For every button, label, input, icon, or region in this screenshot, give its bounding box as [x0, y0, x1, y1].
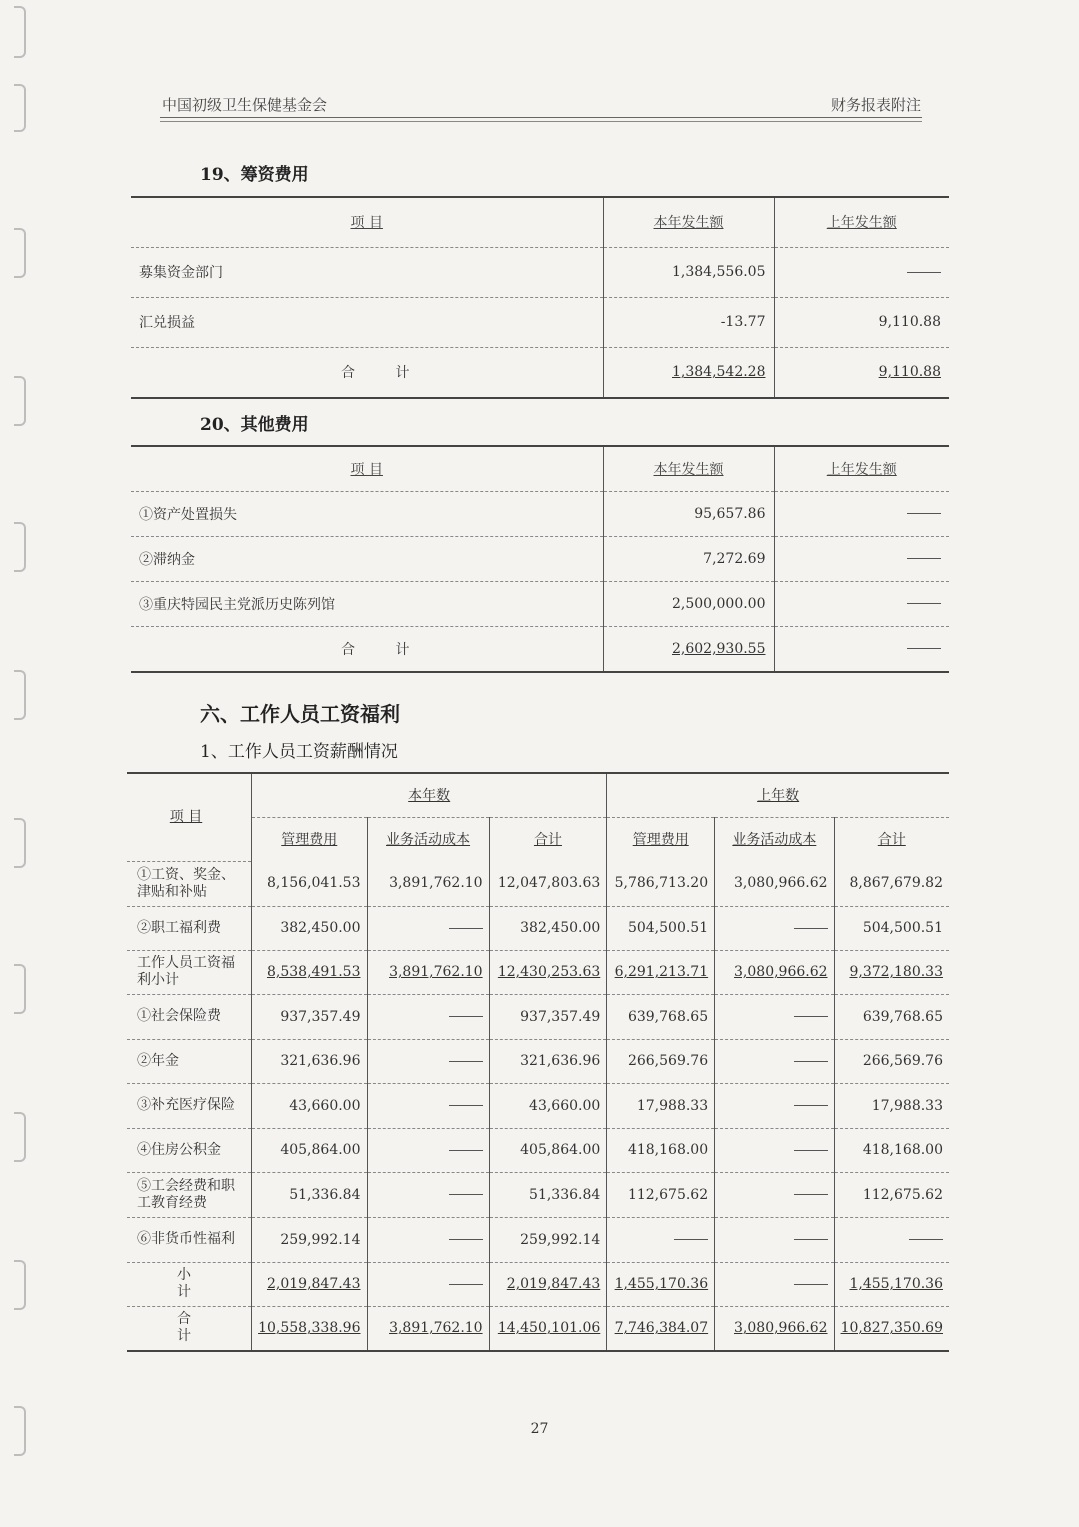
col-header-mgmt: [252, 817, 367, 861]
cell-value: 8,156,041.53: [266, 875, 361, 892]
empty-dash: [794, 1061, 828, 1062]
row-value: [834, 1172, 949, 1217]
empty-dash: [907, 558, 941, 559]
col-header-total: [834, 817, 949, 861]
cell-value: 8,538,491.53: [266, 964, 361, 980]
row-value: [607, 1172, 715, 1217]
row-value: [715, 1306, 834, 1351]
empty-dash: [907, 272, 941, 273]
row-value: [489, 1172, 607, 1217]
cell-value: 937,357.49: [280, 1008, 361, 1025]
row-current: 7,272.69: [603, 536, 774, 581]
table-row: [127, 1083, 949, 1128]
row-item: ①工资、奖金、津贴和补贴: [127, 861, 252, 906]
table-header-row: [131, 446, 949, 491]
row-value: [489, 1262, 607, 1306]
row-item: 合 计: [177, 1311, 224, 1345]
empty-dash: [907, 648, 941, 649]
section-19-title: 19、筹资费用: [200, 165, 309, 185]
row-value: [834, 1128, 949, 1172]
row-value: [489, 1128, 607, 1172]
table-row: [127, 906, 949, 950]
cell-value: 2,019,847.43: [266, 1276, 361, 1292]
col-header-current-year: 本年发生额: [603, 197, 774, 247]
row-current: 2,500,000.00: [603, 581, 774, 626]
cell-value: 3,080,966.62: [734, 964, 828, 980]
total-current: 2,602,930.55: [603, 626, 774, 672]
table-row: [131, 491, 949, 536]
other-expense-table: [131, 445, 949, 673]
table-row: [127, 1306, 949, 1351]
row-value: [607, 1128, 715, 1172]
col-header-label: 合计: [533, 832, 562, 849]
row-value: [715, 861, 834, 906]
row-value: [489, 861, 607, 906]
empty-dash: [907, 603, 941, 604]
cell-value: 6,291,213.71: [614, 964, 709, 980]
row-value: [834, 1039, 949, 1083]
row-value: [489, 1083, 607, 1128]
row-value: [715, 1128, 834, 1172]
row-value: [367, 1083, 489, 1128]
row-prior: [774, 247, 949, 297]
group-header-current-year-label: 本年数: [408, 788, 451, 805]
row-current: 95,657.86: [603, 491, 774, 536]
row-value: [834, 1083, 949, 1128]
cell-value: 112,675.62: [627, 1186, 709, 1203]
cell-value: 1,455,170.36: [614, 1276, 709, 1292]
cell-value: 321,636.96: [520, 1053, 601, 1069]
cell-value: 5,786,713.20: [614, 875, 709, 892]
empty-dash: [449, 1194, 483, 1195]
row-value: [252, 861, 367, 906]
table-row: [131, 536, 949, 581]
empty-dash: [449, 1016, 483, 1017]
row-value: [252, 950, 367, 994]
empty-dash: [794, 928, 828, 929]
empty-dash: [794, 1105, 828, 1106]
row-value: [607, 994, 715, 1039]
cell-value: 937,357.49: [520, 1008, 601, 1025]
empty-dash: [449, 1239, 483, 1240]
row-value: [367, 1262, 489, 1306]
table-row: [127, 1128, 949, 1172]
cell-value: 10,827,350.69: [840, 1320, 943, 1337]
empty-dash: [449, 1061, 483, 1062]
table-header-row: [131, 197, 949, 247]
col-header-business: [715, 817, 834, 861]
row-value: [715, 906, 834, 950]
row-item: ②职工福利费: [127, 906, 252, 950]
row-value: [489, 994, 607, 1039]
col-header-item: 项 目: [131, 446, 603, 491]
empty-dash: [907, 513, 941, 514]
cell-value: 112,675.62: [862, 1186, 943, 1203]
table-row: [127, 861, 949, 906]
row-value: [367, 1039, 489, 1083]
row-item: ⑥非货币性福利: [127, 1217, 252, 1262]
cell-value: 418,168.00: [627, 1142, 709, 1158]
cell-value: 2,019,847.43: [506, 1276, 601, 1292]
col-header-item: 项 目: [131, 197, 603, 247]
cell-value: 14,450,101.06: [497, 1320, 601, 1337]
row-item: ②滞纳金: [131, 536, 603, 581]
row-value: [489, 1217, 607, 1262]
table-row: [127, 950, 949, 994]
cell-value: 51,336.84: [289, 1186, 361, 1203]
binder-mark: [14, 1112, 26, 1162]
table-group-header-row: [127, 773, 949, 817]
header-doc-title: 财务报表附注: [830, 96, 921, 114]
row-value: [715, 1039, 834, 1083]
empty-dash: [449, 1284, 483, 1285]
empty-dash: [909, 1239, 943, 1240]
group-header-prior-year-label: 上年数: [757, 788, 800, 805]
cell-value: 3,080,966.62: [734, 875, 828, 892]
row-value: [607, 1306, 715, 1351]
empty-dash: [449, 1150, 483, 1151]
cell-value: 51,336.84: [529, 1186, 601, 1203]
row-value: [367, 994, 489, 1039]
table-row: [131, 297, 949, 347]
cell-value: 382,450.00: [520, 920, 601, 936]
table-row: [127, 994, 949, 1039]
empty-dash: [449, 1105, 483, 1106]
col-header-label: 管理费用: [632, 832, 689, 849]
binder-mark: [14, 376, 26, 426]
binder-mark: [14, 84, 26, 132]
row-value: [834, 1262, 949, 1306]
salary-table: [127, 772, 949, 1352]
row-value: [607, 950, 715, 994]
cell-value: 321,636.96: [280, 1053, 361, 1069]
row-value: [607, 861, 715, 906]
row-value: [834, 950, 949, 994]
binder-mark: [14, 964, 26, 1014]
cell-value: 259,992.14: [520, 1231, 601, 1248]
cell-value: 43,660.00: [289, 1097, 361, 1114]
cell-value: 266,569.76: [862, 1053, 943, 1069]
row-current: -13.77: [603, 297, 774, 347]
cell-value: 382,450.00: [280, 920, 361, 936]
header-rule: [160, 121, 922, 122]
row-prior: [774, 536, 949, 581]
empty-dash: [674, 1239, 708, 1240]
row-item: 募集资金部门: [131, 247, 603, 297]
row-value: [252, 1039, 367, 1083]
row-value: [489, 1039, 607, 1083]
cell-value: 8,867,679.82: [849, 875, 943, 892]
row-value: [715, 1217, 834, 1262]
row-prior: [774, 491, 949, 536]
row-item: ④住房公积金: [127, 1128, 252, 1172]
row-value: [252, 906, 367, 950]
row-item: ①社会保险费: [127, 994, 252, 1039]
row-value: [715, 1262, 834, 1306]
row-value: [834, 1306, 949, 1351]
col-header-current-year: 本年发生额: [603, 446, 774, 491]
table-row: [127, 1262, 949, 1306]
total-current: 1,384,542.28: [603, 347, 774, 398]
section-6-subtitle: 1、工作人员工资薪酬情况: [200, 742, 398, 762]
cell-value: 17,988.33: [636, 1097, 709, 1114]
row-item: ③重庆特园民主党派历史陈列馆: [131, 581, 603, 626]
table-row: [127, 1217, 949, 1262]
row-item: ⑤工会经费和职工教育经费: [127, 1172, 252, 1217]
row-item: ①资产处置损失: [131, 491, 603, 536]
group-header-prior-year: [607, 773, 949, 817]
empty-dash: [794, 1284, 828, 1285]
table-row: [131, 247, 949, 297]
row-value: [252, 1306, 367, 1351]
cell-value: 12,430,253.63: [497, 964, 601, 980]
total-row: [131, 626, 949, 672]
empty-dash: [794, 1016, 828, 1017]
cell-value: 405,864.00: [280, 1142, 361, 1158]
row-value: [367, 950, 489, 994]
cell-value: 3,080,966.62: [734, 1320, 828, 1337]
row-value: [367, 1128, 489, 1172]
group-header-current-year: [252, 773, 607, 817]
total-prior: [774, 626, 949, 672]
row-value: [489, 1306, 607, 1351]
col-header-label: 管理费用: [281, 832, 338, 849]
cell-value: 639,768.65: [862, 1008, 943, 1025]
col-header-label: 业务活动成本: [386, 832, 471, 849]
row-value: [252, 1262, 367, 1306]
cell-value: 639,768.65: [627, 1008, 709, 1025]
salary-table-body: [127, 861, 949, 1351]
cell-value: 504,500.51: [862, 920, 943, 936]
col-header-prior-year: 上年发生额: [774, 197, 949, 247]
row-value: [607, 1083, 715, 1128]
row-value: [607, 1039, 715, 1083]
total-label: 合 计: [341, 365, 428, 382]
row-value: [367, 1217, 489, 1262]
col-header-mgmt: [607, 817, 715, 861]
col-header-total: [489, 817, 607, 861]
fundraising-expense-table: [131, 196, 949, 399]
cell-value: 3,891,762.10: [389, 964, 483, 980]
cell-value: 504,500.51: [627, 920, 709, 936]
row-value: [607, 1217, 715, 1262]
cell-value: 418,168.00: [862, 1142, 943, 1158]
row-prior: [774, 581, 949, 626]
row-value: [367, 1306, 489, 1351]
cell-value: 9,372,180.33: [849, 964, 943, 980]
total-prior: 9,110.88: [774, 347, 949, 398]
row-value: [834, 1217, 949, 1262]
table-row: [131, 581, 949, 626]
row-value: [607, 1262, 715, 1306]
section-6-title: 六、工作人员工资福利: [200, 702, 400, 726]
binder-mark: [14, 522, 26, 572]
header-rule: [160, 117, 922, 118]
row-value: [715, 1172, 834, 1217]
cell-value: 3,891,762.10: [389, 875, 483, 892]
row-value: [252, 994, 367, 1039]
table-row: [127, 1172, 949, 1217]
row-value: [367, 1172, 489, 1217]
col-header-label: 业务活动成本: [732, 832, 817, 849]
row-value: [834, 994, 949, 1039]
page-number: 27: [530, 1421, 549, 1437]
cell-value: 12,047,803.63: [497, 875, 601, 892]
row-item: 汇兑损益: [131, 297, 603, 347]
row-item: 小 计: [127, 1262, 252, 1306]
col-header-prior-year: 上年发生额: [774, 446, 949, 491]
binder-mark: [14, 228, 26, 278]
empty-dash: [794, 1239, 828, 1240]
table-row: [127, 1039, 949, 1083]
binder-mark: [14, 6, 26, 58]
row-item: ②年金: [127, 1039, 252, 1083]
col-header-item: [127, 773, 252, 861]
row-value: [489, 906, 607, 950]
row-value: [367, 861, 489, 906]
empty-dash: [794, 1150, 828, 1151]
row-value: [489, 950, 607, 994]
row-value: [715, 1083, 834, 1128]
cell-value: 7,746,384.07: [614, 1320, 709, 1337]
header-org-name: 中国初级卫生保健基金会: [162, 96, 328, 114]
row-value: [715, 950, 834, 994]
cell-value: 1,455,170.36: [849, 1276, 943, 1292]
row-prior: 9,110.88: [774, 297, 949, 347]
row-value: [252, 1083, 367, 1128]
row-item: ③补充医疗保险: [127, 1083, 252, 1128]
cell-value: 3,891,762.10: [389, 1320, 483, 1337]
row-item: 工作人员工资福利小计: [127, 950, 252, 994]
row-value: [367, 906, 489, 950]
col-header-business: [367, 817, 489, 861]
cell-value: 43,660.00: [529, 1097, 601, 1114]
row-value: [607, 906, 715, 950]
total-label: 合 计: [341, 641, 428, 658]
row-value: [252, 1128, 367, 1172]
cell-value: 17,988.33: [871, 1097, 943, 1114]
total-row: [131, 347, 949, 398]
cell-value: 405,864.00: [520, 1142, 601, 1158]
binder-mark: [14, 1260, 26, 1310]
section-20-title: 20、其他费用: [200, 415, 309, 435]
row-value: [834, 906, 949, 950]
binder-mark: [14, 670, 26, 720]
cell-value: 10,558,338.96: [258, 1320, 361, 1337]
cell-value: 259,992.14: [280, 1231, 361, 1248]
col-header-item-label: 项 目: [169, 808, 203, 825]
row-value: [834, 861, 949, 906]
row-value: [252, 1172, 367, 1217]
cell-value: 266,569.76: [627, 1053, 709, 1069]
binder-mark: [14, 818, 26, 868]
col-header-label: 合计: [877, 832, 906, 849]
empty-dash: [449, 928, 483, 929]
row-current: 1,384,556.05: [603, 247, 774, 297]
row-value: [715, 994, 834, 1039]
row-value: [252, 1217, 367, 1262]
empty-dash: [794, 1194, 828, 1195]
